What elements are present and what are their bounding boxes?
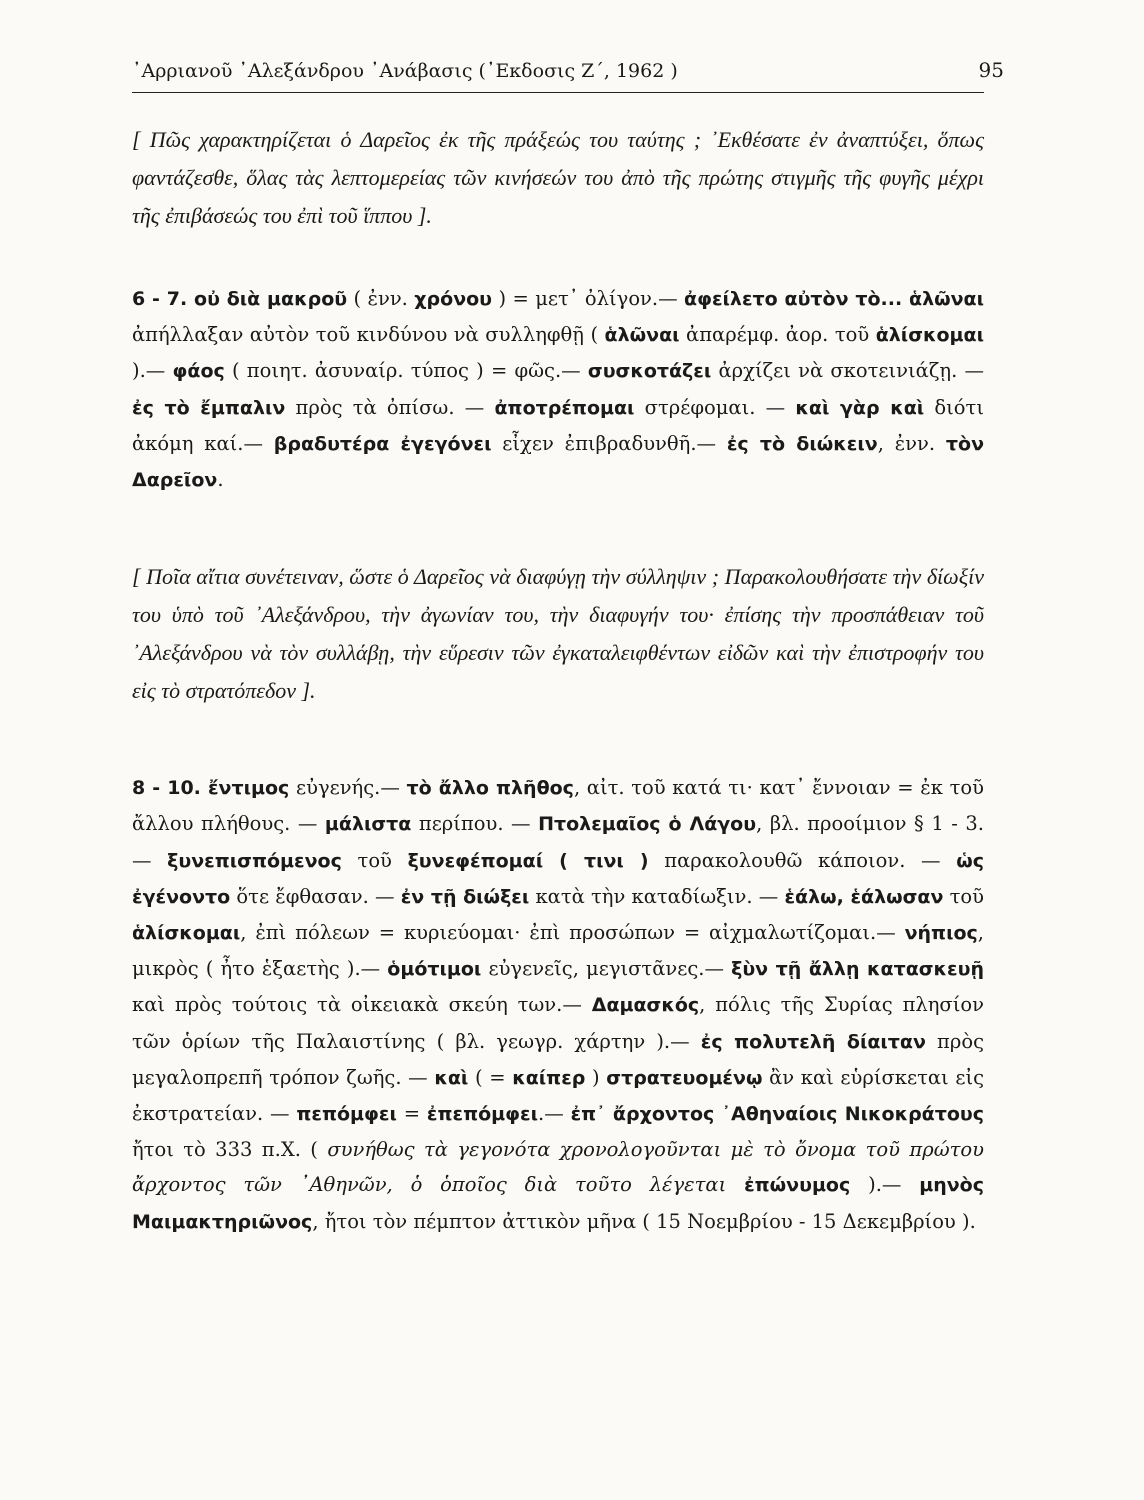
plain-text: .	[217, 468, 224, 492]
bold-term: πεπόμφει	[296, 1103, 397, 1126]
bold-term: μηνὸς Μαιμακτηριῶνος	[132, 1174, 984, 1233]
bold-term: τὸ ἄλλο πλῆθος	[406, 777, 574, 800]
plain-text: , αἰτ. τοῦ κατά τι· κατ᾿ ἔννοιαν = ἐκ τοῦ ἄλλου πλήθους. —	[132, 776, 984, 836]
bold-term: ξυνεφέπομαί ( τινι )	[407, 849, 649, 872]
bold-term: ἐς τὸ ἔμπαλιν	[132, 396, 286, 419]
plain-text: ( ποιητ. ἀσυναίρ. τύπος ) = φῶς.—	[224, 359, 588, 383]
plain-text: πρὸς μεγαλοπρεπῆ τρόπον ζωῆς. —	[132, 1029, 984, 1089]
bold-term: ἐς πολυτελῆ δίαιταν	[700, 1030, 926, 1053]
bold-term: τὸν Δαρεῖον	[132, 432, 985, 492]
bold-term: φάος	[172, 360, 225, 383]
plain-text: ( =	[468, 1065, 513, 1089]
page-number: 95	[978, 58, 1004, 82]
bold-term: βραδυτέρα ἐγεγόνει	[273, 432, 492, 455]
bold-term: χρόνου	[414, 288, 493, 310]
bold-term: Δαμασκός	[591, 994, 700, 1017]
bold-term: μάλιστα	[324, 813, 412, 836]
plain-text: τοῦ	[943, 884, 985, 908]
plain-text: ἀπήλλαξαν αὐτὸν τοῦ κινδύνου νὰ συλληφθῇ (	[132, 323, 605, 347]
plain-text: πρὸς τὰ ὀπίσω. —	[285, 395, 495, 419]
bold-term: καίπερ	[512, 1066, 586, 1089]
running-header	[132, 58, 1004, 93]
plain-text: )	[585, 1065, 607, 1089]
plain-text: ὅτε ἔφθασαν. —	[230, 884, 401, 908]
plain-text: εὐγενής.—	[289, 776, 407, 800]
bold-term: Πτολεμαῖος ὁ Λάγου	[538, 813, 757, 836]
bold-term: ξὺν τῇ ἄλλῃ κατασκευῇ	[731, 958, 984, 981]
plain-text: ἂν καὶ εὑρίσκεται εἰς ἐκστρατείαν. —	[132, 1065, 985, 1126]
plain-text: .—	[538, 1102, 571, 1126]
plain-text: εἶχεν ἐπιβραδυνθῆ.—	[491, 431, 727, 455]
commentary-paragraph-1	[132, 281, 984, 498]
bold-term: ἑάλω, ἑάλωσαν	[784, 885, 944, 908]
bold-term: συσκοτάζει	[587, 360, 712, 383]
plain-text: , βλ. προοίμιον § 1 - 3.—	[132, 812, 984, 872]
bold-term: 6 - 7. οὐ διὰ μακροῦ	[132, 288, 348, 310]
bold-term: καὶ γὰρ καὶ	[795, 396, 925, 419]
bold-term: 8 - 10. ἔντιμος	[132, 777, 290, 800]
bold-term: ἐν τῇ διώξει	[400, 885, 530, 908]
plain-text: τοῦ	[341, 848, 408, 872]
plain-text: περίπου. —	[411, 812, 539, 836]
bold-term: ἐπώνυμος	[744, 1174, 851, 1197]
plain-text: διότι ἀκόμη καί.—	[132, 395, 984, 455]
plain-text: =	[396, 1102, 427, 1126]
plain-text: ).—	[850, 1173, 920, 1197]
bold-term: καὶ	[434, 1066, 469, 1089]
plain-text: εὐγενεῖς, μεγιστᾶνες.—	[481, 957, 732, 981]
plain-text: , μικρὸς ( ἦτο ἑξαετὴς ).—	[132, 921, 984, 981]
plain-text: στρέφομαι. —	[634, 395, 796, 419]
plain-text: , ἐνν.	[877, 431, 946, 455]
plain-text: ἀρχίζει νὰ σκοτεινιάζῃ. —	[711, 359, 984, 383]
bold-term: στρατευομένῳ	[606, 1066, 763, 1089]
question-paragraph-1: [ Πῶς χαρακτηρίζεται ὁ Δαρεῖος ἐκ τῆς πράξεώς του ταύτης ; ᾿Εκθέσατε ἐν ἀναπτύξει, ὅπως φαντάζεσθε, ὅλας τὰς λεπτομερείας τῶν κινήσεών του ἀπὸ τῆς πρώτης στιγμῆς τῆς φυγῆς μέχρι τῆς ἐπιβάσεώς του ἐπὶ τοῦ ἵππου ].	[132, 127, 984, 228]
bold-term: ἐς τὸ διώκειν	[726, 432, 878, 455]
bold-term: ἐπεπόμφει	[426, 1103, 538, 1126]
plain-text: ).—	[132, 359, 173, 383]
bold-term: ξυνεπισπόμενος	[167, 849, 342, 872]
plain-text: καὶ πρὸς τούτοις τὰ οἰκειακὰ σκεύη των.—	[132, 993, 592, 1017]
plain-text: , πόλις τῆς Συρίας πλησίον τῶν ὁρίων τῆς Παλαιστίνης ( βλ. γεωγρ. χάρτην ).—	[132, 993, 984, 1053]
bold-term: ἐπ᾿ ἄρχοντος ᾿Αθηναίοις Νικοκράτους	[570, 1103, 984, 1126]
commentary-paragraph-2	[132, 770, 984, 1240]
plain-text: , ἤτοι τὸν πέμπτον ἀττικὸν μῆνα ( 15 Νοεμβρίου - 15 Δεκεμβρίου ).	[312, 1209, 976, 1233]
question-paragraph-2: [ Ποῖα αἴτια συνέτειναν, ὥστε ὁ Δαρεῖος νὰ διαφύγῃ τὴν σύλληψιν ; Παρακολουθήσατε τὴν δίωξίν του ὑπὸ τοῦ ᾿Αλεξάνδρου, τὴν ἀγωνίαν του, τὴν διαφυγήν του· ἐπίσης τὴν προσπάθειαν τοῦ ᾿Αλεξάνδρου νὰ τὸν συλλάβῃ, τὴν εὕρεσιν τῶν ἐγκαταλειφθέντων εἰδῶν καὶ τὴν ἐπιστροφήν του εἰς τὸ στρατόπεδον ].	[132, 564, 984, 704]
plain-text: ( ἐνν.	[347, 287, 415, 310]
plain-text	[726, 1173, 744, 1196]
bold-term: ὁμότιμοι	[387, 958, 482, 981]
header-title: ᾿Αρριανοῦ ᾿Αλεξάνδρου ᾿Ανάβασις (᾿Εκδοσις Ζ΄, 1962 )	[132, 60, 678, 82]
bold-term: ὡς ἐγένοντο	[132, 849, 985, 908]
plain-text: κατὰ τὴν καταδίωξιν. —	[529, 884, 785, 908]
plain-text: , ἐπὶ πόλεων = κυριεύομαι· ἐπὶ προσώπων = αἰχμαλωτίζομαι.—	[240, 921, 905, 945]
bold-term: νήπιος	[904, 922, 978, 945]
plain-text: παρακολουθῶ κάποιον. —	[648, 848, 957, 872]
plain-text: ) = μετ᾿ ὀλίγον.—	[492, 287, 685, 310]
italic-text: συνήθως τὰ γεγονότα χρονολογοῦνται μὲ τὸ ὄνομα τοῦ πρώτου ἄρχοντος τῶν ᾿Αθηνῶν, ὁ ὁποῖος διὰ τοῦτο λέγεται	[132, 1138, 984, 1197]
bold-term: ἀποτρέπομαι	[494, 396, 635, 419]
bold-term: ἁλῶναι	[604, 324, 680, 347]
plain-text: ἀπαρέμφ. ἀορ. τοῦ	[679, 323, 876, 347]
bold-term: ἁλίσκομαι	[132, 922, 241, 945]
bold-term: ἁλίσκομαι	[875, 324, 984, 347]
bold-term: ἀφείλετο αὐτὸν τὸ... ἁλῶναι	[684, 288, 985, 310]
plain-text: ἤτοι τὸ 333 π.Χ. (	[132, 1138, 328, 1162]
